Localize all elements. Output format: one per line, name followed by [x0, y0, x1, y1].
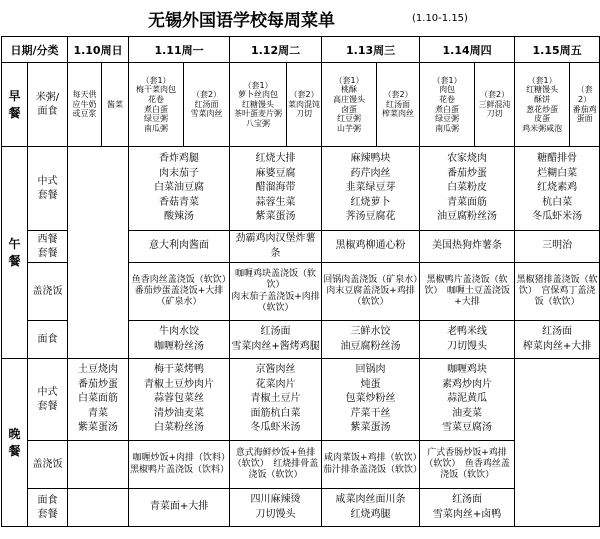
day-header-wed: 1.13周三 — [322, 37, 420, 63]
category-dinner-ricebowl: 盖浇饭 — [28, 441, 68, 489]
lunch-chinese-wed: 麻辣鸭块 药芹肉丝 韭菜绿豆芽 红烧萝卜 荠汤豆腐花 — [322, 147, 420, 231]
dinner-fri-empty — [515, 359, 600, 527]
dinner-ricebowl-tue: 意式海鲜炒饭+鱼排（软饮） 红烧排骨盖浇饭（软饮） — [230, 441, 322, 489]
dinner-ricebowl-wed: 咸肉菜饭+鸡排（软饮） 茄汁排条盖浇饭（软饮） — [322, 441, 420, 489]
lunch-noodles-wed: 三鲜水饺 油豆腐粉丝汤 — [322, 321, 420, 359]
header-row — [2, 37, 600, 63]
dinner-chinese-tue: 京酱肉丝 花菜肉片 青椒土豆片 面筋杭白菜 冬瓜虾米汤 — [230, 359, 322, 441]
dinner-ricebowl-row — [2, 441, 600, 489]
lunch-chinese-row — [2, 147, 600, 231]
category-lunch-chinese: 中式 套餐 — [28, 147, 68, 231]
breakfast-fri-set2: （套2） 番茄鸡蛋面 — [570, 63, 600, 147]
dinner-ricebowl-thu: 广式香肠炒饭+鸡排（软饮） 鱼香鸡丝盖浇饭（软饮） — [420, 441, 515, 489]
lunch-noodles-thu: 老鸭米线 刀切馒头 — [420, 321, 515, 359]
category-porridge: 米粥/ 面食 — [28, 63, 68, 147]
page-title: 无锡外国语学校每周菜单 — [148, 11, 335, 31]
lunch-ricebowl-tue: 咖喱鸡块盖浇饭（软饮） 肉末茄子盖浇饭+肉排（软饮） — [230, 263, 322, 321]
dinner-noodles-row — [2, 489, 600, 527]
breakfast-row — [2, 63, 600, 147]
dinner-chinese-thu: 咖喱鸡块 素鸡炒肉片 蒜泥黄瓜 油麦菜 雪菜豆腐汤 — [420, 359, 515, 441]
breakfast-sun-pickles: 酱菜 — [102, 63, 129, 147]
lunch-ricebowl-thu: 黑椒鸭片盖浇饭（软饮） 咖喱土豆盖浇饭+大排 — [420, 263, 515, 321]
dinner-chinese-row — [2, 359, 600, 441]
meal-label-dinner: 晚 餐 — [2, 359, 28, 527]
category-lunch-ricebowl: 盖浇饭 — [28, 263, 68, 321]
day-header-mon: 1.11周一 — [129, 37, 230, 63]
lunch-western-mon: 意大利肉酱面 — [129, 231, 230, 263]
breakfast-thu-set1: （套1） 肉包 花卷 煮白蛋 绿豆粥 南瓜粥 — [420, 63, 475, 147]
day-header-tue: 1.12周二 — [230, 37, 322, 63]
dinner-noodles-sun-empty — [68, 489, 129, 527]
breakfast-mon-set2: （套2） 红汤面 雪菜肉丝 — [184, 63, 230, 147]
dinner-noodles-mon: 青菜面+大排 — [129, 489, 230, 527]
dinner-noodles-tue: 四川麻辣烫 刀切馒头 — [230, 489, 322, 527]
lunch-chinese-mon: 香炸鸡腿 肉末茄子 白菜油豆腐 香菇青菜 酸辣汤 — [129, 147, 230, 231]
dinner-chinese-wed: 回锅肉 炖蛋 包菜炒粉丝 芹菜干丝 紫菜蛋汤 — [322, 359, 420, 441]
meal-label-breakfast: 早 餐 — [2, 63, 28, 147]
lunch-noodles-tue: 红汤面 雪菜肉丝+酱烤鸡腿 — [230, 321, 322, 359]
day-header-thu: 1.14周四 — [420, 37, 515, 63]
breakfast-fri-set1: （套1） 红糖馒头 酥饼 葱花炒蛋 皮蛋 鸡米粥咸泡 — [515, 63, 570, 147]
lunch-ricebowl-fri: 黑椒猪排盖浇饭（软饮） 宫保鸡丁盖浇饭（软饮） — [515, 263, 600, 321]
menu-table — [1, 36, 600, 527]
day-header-fri: 1.15周五 — [515, 37, 600, 63]
category-lunch-western: 西餐 套餐 — [28, 231, 68, 263]
breakfast-tue-set1: （套1） 萝卜丝肉包 红糖馒头 茶叶蛋麦片粥 八宝粥 — [230, 63, 287, 147]
dinner-ricebowl-sun-empty — [68, 441, 129, 489]
lunch-western-fri: 三明治 — [515, 231, 600, 263]
breakfast-tue-set2: （套2） 菜肉混饨 刀切 — [287, 63, 322, 147]
dinner-noodles-wed: 咸菜肉丝面川条 红烧鸡腿 — [322, 489, 420, 527]
lunch-western-tue: 劲霸鸡肉汉堡炸薯条 — [230, 231, 322, 263]
lunch-western-thu: 美国热狗炸薯条 — [420, 231, 515, 263]
dinner-chinese-mon: 梅干菜烤鸭 青椒土豆炒肉片 蒜蓉包菜丝 清炒油麦菜 白菜粉丝汤 — [129, 359, 230, 441]
category-dinner-noodles: 面食 套餐 — [28, 489, 68, 527]
day-header-sun: 1.10周日 — [68, 37, 129, 63]
breakfast-sun-milk: 每天供应牛奶或豆浆 — [68, 63, 102, 147]
lunch-sun-empty — [68, 147, 129, 359]
category-lunch-noodles: 面食 — [28, 321, 68, 359]
breakfast-wed-set1: （套1） 桃酥 高庄馒头 卤蛋 红豆粥 山芋粥 — [322, 63, 377, 147]
lunch-chinese-tue: 红烧大排 麻婆豆腐 醋溜海带 蒜蓉生菜 紫菜蛋汤 — [230, 147, 322, 231]
date-range: (1.10-1.15) — [412, 13, 468, 24]
lunch-western-wed: 黑椒鸡柳通心粉 — [322, 231, 420, 263]
lunch-ricebowl-wed: 回锅肉盖浇饭（矿泉水） 肉末豆腐盖浇饭+鸡排（软饮） — [322, 263, 420, 321]
corner-header: 日期/分类 — [2, 37, 68, 63]
breakfast-thu-set2: （套2） 三鲜混沌 刀切 — [475, 63, 515, 147]
title-bar — [0, 4, 600, 34]
lunch-chinese-fri: 糖醋排骨 烂糊白菜 红烧素鸡 杭白菜 冬瓜虾米汤 — [515, 147, 600, 231]
lunch-noodles-mon: 牛肉水饺 咖喱粉丝汤 — [129, 321, 230, 359]
meal-label-lunch: 午 餐 — [2, 147, 28, 359]
dinner-noodles-thu: 红汤面 雪菜肉丝+卤鸭 — [420, 489, 515, 527]
breakfast-wed-set2: （套2） 红汤面 榨菜肉丝 — [377, 63, 420, 147]
dinner-ricebowl-mon: 咖喱炒饭+肉排（饮料） 黑椒鸭片盖浇饭（饮料） — [129, 441, 230, 489]
dinner-chinese-sun: 土豆烧肉 番茄炒蛋 白菜面筋 青菜 紫菜蛋汤 — [68, 359, 129, 441]
lunch-ricebowl-mon: 鱼香肉丝盖浇饭（软饮） 番茄炒蛋盖浇饭+大排（矿泉水） — [129, 263, 230, 321]
breakfast-mon-set1: （套1） 梅干菜肉包 花卷 煮白蛋 绿豆粥 南瓜粥 — [129, 63, 184, 147]
lunch-noodles-fri: 红汤面 榨菜肉丝+大排 — [515, 321, 600, 359]
category-dinner-chinese: 中式 套餐 — [28, 359, 68, 441]
lunch-chinese-thu: 农家烧肉 番茄炒蛋 白菜粉皮 青菜面筋 油豆腐粉丝汤 — [420, 147, 515, 231]
